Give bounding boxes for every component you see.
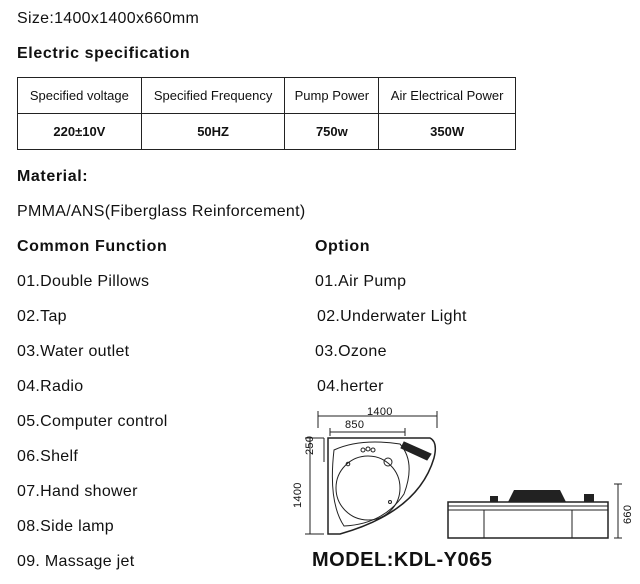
spec-value-row [18,114,516,150]
common-item-hand-shower: 07.Hand shower [17,483,138,500]
material-heading: Material: [17,168,89,185]
size-line: Size:1400x1400x660mm [17,10,200,27]
common-item-computer-control: 05.Computer control [17,413,168,430]
common-item-water-outlet: 03.Water outlet [17,343,130,360]
value-air-power: 350W [379,114,516,150]
header-air-power: Air Electrical Power [379,78,516,114]
dim-left-1400: 1400 [292,482,304,508]
material-text: PMMA/ANS(Fiberglass Reinforcement) [17,203,306,220]
value-frequency: 50HZ [141,114,285,150]
common-item-tap: 02.Tap [17,308,67,325]
electric-spec-table [17,77,516,150]
model-number: MODEL:KDL-Y065 [312,549,493,571]
dim-height-660: 660 [622,504,634,524]
common-item-radio: 04.Radio [17,378,84,395]
option-item-air-pump: 01.Air Pump [315,273,407,290]
value-pump-power: 750w [285,114,379,150]
option-item-herter: 04.herter [317,378,384,395]
spec-header-row [18,78,516,114]
common-item-massage-jet: 09. Massage jet [17,553,135,570]
common-item-double-pillows: 01.Double Pillows [17,273,150,290]
dim-inner-850: 850 [345,419,365,431]
dim-250: 250 [304,435,316,455]
option-item-underwater-light: 02.Underwater Light [317,308,467,325]
header-voltage: Specified voltage [18,78,142,114]
tub-side-drawing [444,484,624,544]
common-function-heading: Common Function [17,238,168,255]
common-item-side-lamp: 08.Side lamp [17,518,114,535]
option-item-ozone: 03.Ozone [315,343,387,360]
option-heading: Option [315,238,371,255]
electric-heading: Electric specification [17,45,191,62]
value-voltage: 220±10V [18,114,142,150]
header-pump-power: Pump Power [285,78,379,114]
tub-plan-drawing [300,402,445,547]
dim-top-1400: 1400 [367,406,393,418]
common-item-shelf: 06.Shelf [17,448,79,465]
header-frequency: Specified Frequency [141,78,285,114]
